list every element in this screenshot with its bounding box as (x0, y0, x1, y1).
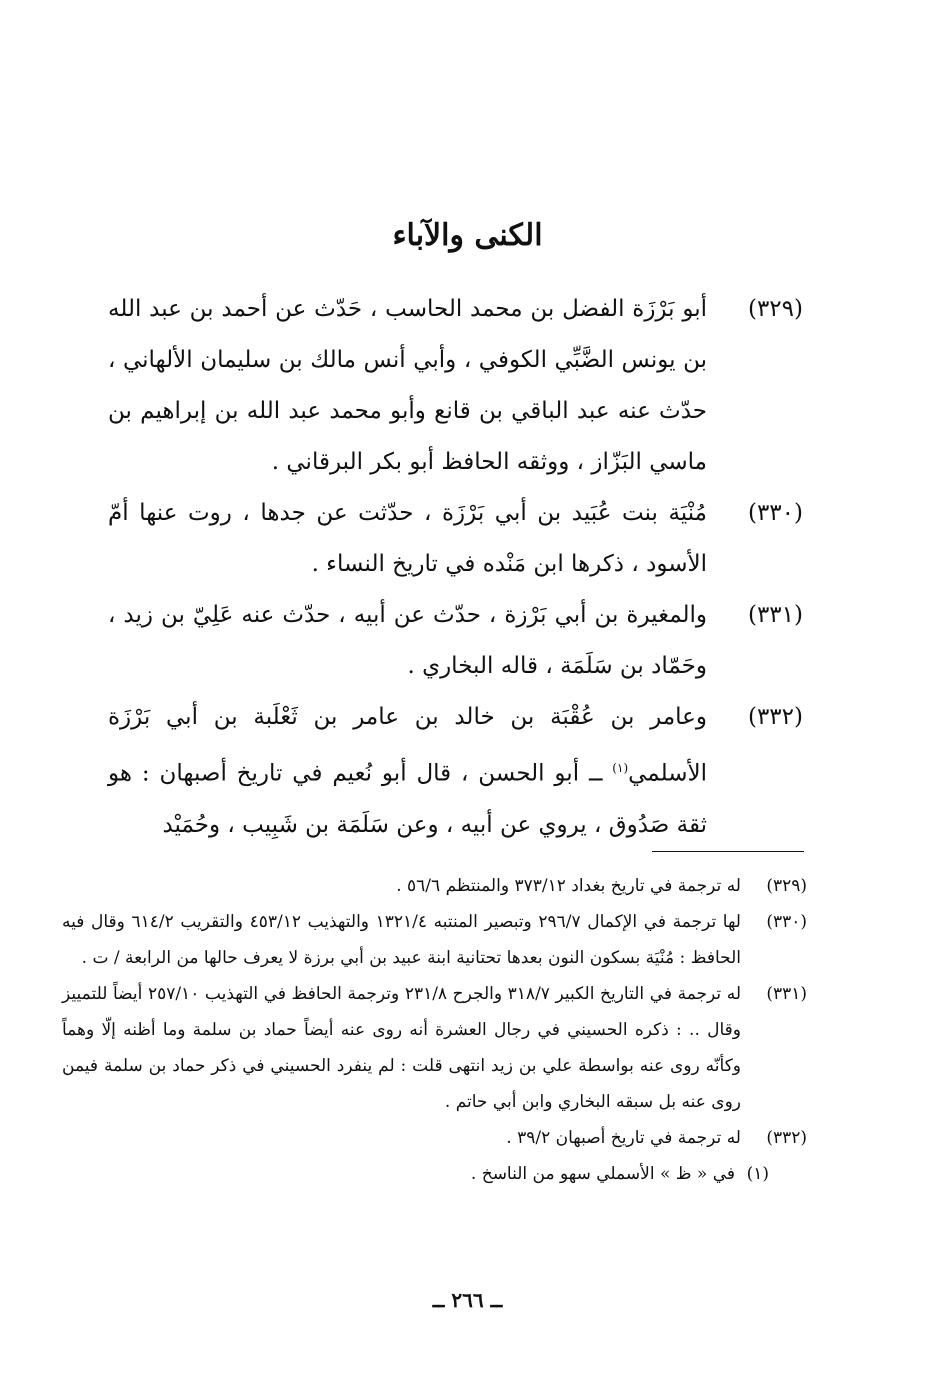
footnote-reference: (١) (612, 761, 629, 775)
footnote-number: (٣٣٢) (766, 1128, 807, 1148)
footnote-329 (62, 868, 807, 904)
footnote-332 (62, 1120, 807, 1156)
entry-number: (٣٣٠) (747, 500, 803, 526)
footnote-331 (62, 976, 807, 1120)
footnote-text: له ترجمة في تاريخ أصبهان ٣٩/٢ . (506, 1128, 741, 1148)
footnote-330 (62, 904, 807, 976)
entry-number: (٣٢٩) (747, 296, 803, 322)
entry-331 (108, 590, 803, 692)
footnote-number: (٣٣٠) (766, 912, 807, 932)
entry-text-continued: ــ أبو الحسن ، قال أبو نُعيم في تاريخ أصبهان : هو ثقة صَدُوق ، يروي عن أبيه ، وعن سَلَمَة بن شَبِيب ، وحُمَيْد (108, 760, 707, 838)
footnote-text: لها ترجمة في الإكمال ٢٩٦/٧ وتبصير المنتبه ١٣٢١/٤ والتهذيب ٤٥٣/١٢ والتقريب ٦١٤/٢ وقال فيه الحافظ : مُنْيَة بسكون النون بعدها تحتانية ابنة عبيد بن أبي برزة لا يعرف حالها من الرابعة / ت . (62, 912, 741, 968)
entry-text: والمغيرة بن أبي بَرْزة ، حدّث عن أبيه ، حدّث عنه عَلِيّ بن زيد ، وحَمّاد بن سَلَمَة ، قاله البخاري . (108, 602, 707, 679)
entry-number: (٣٣١) (747, 602, 803, 628)
subnote-1 (62, 1156, 807, 1192)
footnote-text: له ترجمة في تاريخ بغداد ٣٧٣/١٢ والمنتظم ٥٦/٦ . (396, 876, 741, 896)
subnote-number: (١) (746, 1164, 769, 1184)
footnote-text: له ترجمة في التاريخ الكبير ٣١٨/٧ والجرح ٢٣١/٨ وترجمة الحافظ في التهذيب ٢٥٧/١٠ أيضاً للتمييز وقال .. : ذكره الحسيني في رجال العشرة أنه روى عنه أيضاً حماد بن سلمة وما أظنه إلّا وهماً وكأنّه روى عنه بواسطة علي بن زيد انتهى قلت : لم ينفرد الحسيني في ذكر حماد بن سلمة فيمن روى عنه بل سبقه البخاري وابن أبي حاتم . (62, 984, 742, 1112)
entry-text: مُنْيَة بنت عُبَيد بن أبي بَرْزَة ، حدّثت عن جدها ، روت عنها أمّ الأسود ، ذكرها ابن مَنْده في تاريخ النساء . (108, 500, 707, 577)
entry-text: وعامر بن عُقْبَة بن خالد بن عامر بن ثَعْلَبة بن أبي بَرْزَة الأسلمي (108, 704, 707, 787)
footnote-number: (٣٣١) (766, 984, 807, 1004)
entry-332 (108, 692, 803, 851)
entry-text: أبو بَرْزَة الفضل بن محمد الحاسب ، حَدّث عن أحمد بن عبد الله بن يونس الضَّبِّي الكوفي ، وأبي أنس مالك بن سليمان الألهاني ، حدّث عنه عبد الباقي بن قانع وأبو محمد عبد الله بن إبراهيم بن ماسي البَزّاز ، ووثقه الحافظ أبو بكر البرقاني . (108, 296, 707, 475)
main-text (108, 284, 803, 851)
footnote-divider (652, 851, 804, 852)
entry-number: (٣٣٢) (747, 704, 803, 730)
entry-329 (108, 284, 803, 488)
footnote-number: (٣٢٩) (766, 876, 807, 896)
page-title: الكنى والآباء (392, 218, 543, 253)
subnote-text: في « ظ » الأسملي سهو من الناسخ . (470, 1164, 735, 1184)
entry-330 (108, 488, 803, 590)
page-number: ــ ٢٦٦ ــ (432, 1288, 503, 1312)
footnotes (62, 868, 807, 1192)
